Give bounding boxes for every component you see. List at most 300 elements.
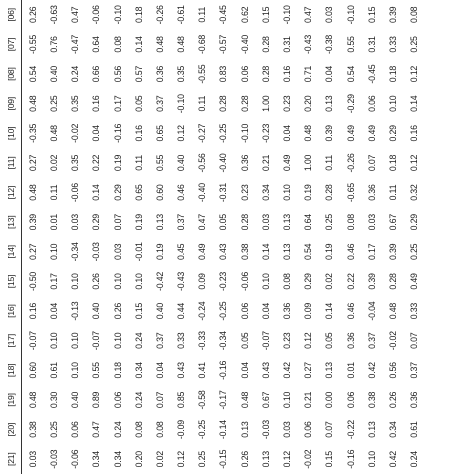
table-cell: 0.48 — [27, 184, 38, 201]
col-header: [11] — [0, 148, 22, 178]
table-cell: -0.03 — [260, 420, 271, 440]
table-cell: 0.37 — [154, 332, 165, 349]
table-cell: 0.12 — [303, 332, 314, 349]
table-cell: 0.16 — [133, 125, 144, 142]
table-cell: 0.25 — [409, 243, 420, 260]
table-cell: 0.40 — [176, 154, 187, 172]
table-cell: -0.16 — [345, 449, 356, 469]
table-cell: 0.06 — [112, 391, 123, 409]
table-cell: 0.06 — [239, 302, 250, 320]
table-row — [298, 0, 319, 474]
table-cell: 0.36 — [154, 65, 165, 83]
table-cell: 0.47 — [91, 421, 102, 438]
table-cell: 0.16 — [409, 125, 420, 142]
table-row — [234, 0, 255, 474]
table-cell: 0.00 — [324, 391, 335, 409]
table-cell: 0.39 — [27, 214, 38, 231]
table-cell: 0.06 — [345, 391, 356, 409]
table-cell: 0.62 — [239, 6, 250, 23]
table-cell: 0.37 — [154, 95, 165, 112]
table-cell: -0.55 — [27, 34, 38, 54]
table-row — [192, 0, 213, 474]
table-cell: 0.16 — [282, 65, 293, 83]
table-cell: 0.29 — [303, 273, 314, 290]
table-cell: 0.37 — [366, 332, 377, 349]
table-cell: 0.04 — [282, 125, 293, 142]
table-row — [340, 0, 361, 474]
table-cell: -0.25 — [197, 420, 208, 440]
table-cell: 0.26 — [27, 6, 38, 23]
table-cell: 0.42 — [387, 451, 398, 468]
table-cell: -0.65 — [345, 183, 356, 203]
table-cell: -0.03 — [48, 449, 59, 469]
table-cell: 0.36 — [409, 391, 420, 409]
table-cell: 0.39 — [324, 125, 335, 142]
table-cell: 0.03 — [112, 243, 123, 260]
table-cell: -0.58 — [197, 390, 208, 410]
table-cell: 0.40 — [91, 302, 102, 320]
table-cell: -0.10 — [345, 5, 356, 25]
table-cell: 0.19 — [112, 154, 123, 172]
table-cell: -0.25 — [218, 123, 229, 143]
table-cell: 0.85 — [176, 391, 187, 409]
table-cell: 0.55 — [345, 36, 356, 53]
table-cell: 0.11 — [324, 155, 335, 171]
table-cell: 0.40 — [70, 391, 81, 409]
table-cell: 0.18 — [112, 362, 123, 379]
table-row — [382, 0, 403, 474]
table-cell: 0.13 — [324, 95, 335, 112]
table-cell: 0.25 — [324, 214, 335, 231]
table-cell: 0.43 — [176, 362, 187, 379]
table-cell: 0.13 — [366, 421, 377, 438]
table-cell: -0.56 — [197, 153, 208, 173]
table-cell: 0.14 — [324, 302, 335, 320]
table-cell: -0.47 — [70, 34, 81, 54]
table-cell: 0.36 — [366, 184, 377, 201]
col-header: [07] — [0, 30, 22, 60]
table-cell: 0.39 — [387, 243, 398, 260]
table-cell: 0.54 — [303, 243, 314, 260]
table-cell: 0.28 — [260, 36, 271, 53]
table-cell: 0.05 — [239, 332, 250, 349]
table-cell: 0.35 — [176, 65, 187, 83]
table-cell: 0.42 — [282, 362, 293, 379]
table-cell: 0.13 — [154, 214, 165, 231]
table-cell: -0.02 — [303, 449, 314, 469]
table-cell: -0.26 — [345, 153, 356, 173]
table-cell: 0.20 — [303, 95, 314, 112]
table-cell: -0.16 — [218, 360, 229, 380]
col-header: [18] — [0, 356, 22, 386]
col-header: [10] — [0, 119, 22, 149]
table-cell: 0.48 — [387, 302, 398, 320]
table-cell: 0.25 — [48, 421, 59, 438]
table-cell: 0.08 — [154, 421, 165, 438]
table-cell: 0.34 — [260, 184, 271, 201]
col-header: [17] — [0, 326, 22, 356]
table-cell: 0.03 — [260, 214, 271, 231]
table-cell: 0.22 — [91, 154, 102, 172]
table-row — [128, 0, 149, 474]
col-header: [12] — [0, 178, 22, 208]
table-cell: 0.09 — [303, 302, 314, 320]
table-cell: -0.22 — [345, 420, 356, 440]
table-cell: 0.23 — [282, 332, 293, 349]
table-cell: 0.02 — [324, 273, 335, 290]
table-cell: 0.10 — [48, 243, 59, 260]
table-cell: 0.29 — [91, 214, 102, 231]
table-cell: 0.83 — [218, 65, 229, 83]
table-cell: 0.07 — [324, 421, 335, 438]
table-cell: 0.33 — [387, 36, 398, 53]
table-cell: 0.43 — [260, 362, 271, 379]
table-cell: 0.24 — [133, 332, 144, 349]
table-cell: 0.33 — [176, 332, 187, 349]
table-cell: 0.41 — [197, 362, 208, 379]
table-cell: 0.11 — [197, 6, 208, 23]
table-cell: 0.40 — [48, 65, 59, 83]
table-cell: 0.24 — [112, 421, 123, 438]
table-cell: 0.18 — [387, 154, 398, 172]
table-cell: 0.06 — [303, 421, 314, 438]
table-cell: 0.56 — [112, 65, 123, 83]
table-cell: -0.17 — [218, 390, 229, 410]
table-cell: 0.07 — [366, 154, 377, 172]
table-cell: -0.13 — [70, 301, 81, 321]
table-cell: -0.23 — [260, 123, 271, 143]
table-cell: 0.17 — [112, 95, 123, 112]
table-cell: -0.14 — [218, 420, 229, 440]
table-cell: 0.46 — [345, 243, 356, 260]
table-cell: 0.13 — [282, 214, 293, 231]
table-cell: 0.04 — [91, 125, 102, 142]
table-cell: 0.28 — [239, 95, 250, 112]
table-cell: 0.10 — [387, 95, 398, 112]
table-cell: 0.48 — [27, 391, 38, 409]
table-cell: 0.28 — [260, 65, 271, 83]
table-cell: 0.35 — [70, 154, 81, 172]
table-cell: 0.61 — [48, 362, 59, 379]
table-cell: 0.54 — [27, 65, 38, 83]
table-cell: 0.44 — [176, 302, 187, 320]
table-cell: 0.06 — [70, 421, 81, 438]
table-cell: 0.28 — [239, 214, 250, 231]
table-cell: 0.55 — [154, 154, 165, 172]
col-header: [20] — [0, 415, 22, 445]
table-cell: 0.11 — [133, 155, 144, 171]
table-cell: -0.03 — [91, 242, 102, 262]
table-cell: -0.24 — [197, 301, 208, 321]
table-cell: 0.43 — [218, 243, 229, 260]
table-cell: 0.39 — [387, 6, 398, 23]
table-cell: 0.26 — [239, 451, 250, 468]
table-cell: 0.48 — [239, 391, 250, 409]
table-cell: -0.06 — [70, 449, 81, 469]
table-cell: 0.21 — [303, 391, 314, 409]
table-cell: 0.23 — [239, 184, 250, 201]
table-cell: 0.02 — [48, 154, 59, 172]
table-cell: 0.12 — [409, 65, 420, 83]
table-cell: 0.24 — [409, 451, 420, 468]
table-cell: 0.47 — [70, 6, 81, 23]
table-cell: 0.34 — [133, 362, 144, 379]
table-cell: -0.43 — [303, 34, 314, 54]
table-cell: 0.71 — [303, 65, 314, 83]
table-cell: -0.38 — [324, 34, 335, 54]
table-cell: 0.60 — [154, 184, 165, 201]
table-cell: 0.10 — [282, 391, 293, 409]
table-cell: 0.13 — [324, 362, 335, 379]
table-cell: 0.46 — [176, 184, 187, 201]
table-cell: -0.25 — [218, 301, 229, 321]
table-cell: 0.17 — [48, 273, 59, 290]
table-cell: 0.65 — [154, 125, 165, 142]
table-cell: 0.18 — [133, 6, 144, 23]
col-header: [15] — [0, 267, 22, 297]
table-cell: -0.02 — [387, 331, 398, 351]
table-cell: 0.10 — [260, 273, 271, 290]
table-cell: 0.61 — [409, 421, 420, 438]
table-cell: -0.10 — [176, 94, 187, 114]
table-cell: 0.49 — [345, 125, 356, 142]
table-body — [22, 0, 425, 474]
table-cell: 0.18 — [387, 65, 398, 83]
table-cell: 0.02 — [154, 451, 165, 468]
table-cell: 0.05 — [324, 332, 335, 349]
table-cell: 0.28 — [324, 184, 335, 201]
col-header: [06] — [0, 0, 22, 30]
table-row — [319, 0, 340, 474]
table-cell: 0.28 — [387, 273, 398, 290]
table-cell: 0.06 — [366, 95, 377, 112]
table-cell: 0.64 — [91, 36, 102, 53]
col-header: [16] — [0, 296, 22, 326]
table-cell: 0.10 — [282, 184, 293, 201]
table-cell: 0.49 — [197, 243, 208, 260]
table-cell: 0.31 — [282, 36, 293, 53]
table-cell: -0.26 — [154, 5, 165, 25]
table-cell: -0.06 — [91, 5, 102, 25]
table-cell: 0.09 — [197, 273, 208, 290]
table-cell: 0.49 — [282, 154, 293, 172]
table-cell: 0.38 — [239, 243, 250, 260]
table-cell: 0.11 — [387, 184, 398, 201]
table-cell: 0.34 — [91, 451, 102, 468]
table-cell: 0.21 — [260, 154, 271, 172]
table-cell: 0.24 — [133, 391, 144, 409]
table-cell: 0.48 — [303, 125, 314, 142]
col-header: [08] — [0, 59, 22, 89]
table-cell: -0.07 — [91, 331, 102, 351]
table-row — [276, 0, 297, 474]
table-cell: -0.40 — [239, 34, 250, 54]
table-cell: 0.25 — [409, 36, 420, 53]
table-cell: 0.29 — [112, 184, 123, 201]
table-cell: 0.65 — [133, 184, 144, 201]
table-cell: 0.10 — [70, 362, 81, 379]
table-row — [107, 0, 128, 474]
table-cell: -0.04 — [366, 301, 377, 321]
table-cell: 0.13 — [260, 451, 271, 468]
table-row — [213, 0, 234, 474]
table-row — [171, 0, 192, 474]
table-cell: 0.10 — [48, 332, 59, 349]
table-cell: 0.38 — [27, 421, 38, 438]
table-cell: -0.45 — [218, 5, 229, 25]
table-cell: 0.14 — [133, 36, 144, 53]
table-cell: 0.03 — [27, 451, 38, 468]
table-cell: 0.89 — [91, 391, 102, 409]
table-cell: 0.08 — [409, 6, 420, 23]
table-cell: -0.16 — [112, 123, 123, 143]
table-cell: 0.25 — [197, 451, 208, 468]
table-cell: 0.42 — [366, 362, 377, 379]
table-cell: 0.47 — [197, 214, 208, 231]
table-cell: -0.61 — [176, 5, 187, 25]
table-cell: -0.50 — [27, 271, 38, 291]
table-cell: 0.04 — [239, 362, 250, 379]
table-cell: 0.48 — [176, 36, 187, 53]
table-cell: 0.15 — [324, 451, 335, 468]
table-cell: 0.16 — [27, 302, 38, 320]
table-cell: 0.25 — [48, 95, 59, 112]
table-row — [22, 0, 44, 474]
table-cell: -0.02 — [70, 123, 81, 143]
table-cell: 0.20 — [133, 451, 144, 468]
table-cell: 0.31 — [366, 36, 377, 53]
table-cell: 0.48 — [154, 36, 165, 53]
table-cell: 0.14 — [409, 95, 420, 112]
col-header: [14] — [0, 237, 22, 267]
table-cell: 0.10 — [70, 332, 81, 349]
table-cell: 0.07 — [112, 214, 123, 231]
table-cell: 0.67 — [387, 214, 398, 231]
table-cell: 0.10 — [133, 273, 144, 290]
table-cell: -0.07 — [260, 331, 271, 351]
table-cell: 0.34 — [387, 421, 398, 438]
table-cell: 0.56 — [387, 362, 398, 379]
table-cell: 0.11 — [197, 95, 208, 112]
table-cell: 0.26 — [112, 302, 123, 320]
table-cell: 0.60 — [27, 362, 38, 379]
table-cell: 0.05 — [218, 214, 229, 231]
table-cell: 1.00 — [260, 95, 271, 112]
table-cell: 0.12 — [409, 154, 420, 172]
table-cell: 0.19 — [154, 243, 165, 260]
table-cell: 0.30 — [48, 391, 59, 409]
header-row — [0, 0, 22, 474]
table-cell: 0.16 — [91, 95, 102, 112]
table-cell: 0.54 — [345, 65, 356, 83]
table-cell: 0.46 — [345, 302, 356, 320]
col-header: [09] — [0, 89, 22, 119]
table-cell: -0.09 — [176, 420, 187, 440]
table-cell: 0.15 — [133, 302, 144, 320]
table-cell: 0.67 — [260, 391, 271, 409]
table-cell: -0.01 — [133, 242, 144, 262]
table-cell: 0.14 — [260, 243, 271, 260]
table-cell: 0.11 — [48, 184, 59, 201]
table-cell: 0.34 — [112, 451, 123, 468]
table-cell: 1.00 — [303, 154, 314, 172]
table-cell: 0.55 — [91, 362, 102, 379]
table-cell: 0.14 — [91, 184, 102, 201]
table-row — [255, 0, 276, 474]
table-cell: -0.10 — [282, 5, 293, 25]
table-cell: 0.38 — [366, 391, 377, 409]
table-cell: 0.04 — [48, 302, 59, 320]
table-cell: 0.17 — [366, 243, 377, 260]
table-cell: -0.29 — [345, 94, 356, 114]
table-cell: 0.37 — [409, 362, 420, 379]
table-cell: 0.26 — [91, 273, 102, 290]
table-cell: 0.03 — [70, 214, 81, 231]
table-cell: 0.57 — [133, 65, 144, 83]
table-cell: 0.23 — [282, 95, 293, 112]
table-cell: 0.01 — [345, 362, 356, 379]
table-cell: 0.29 — [387, 125, 398, 142]
table-cell: 0.13 — [239, 421, 250, 438]
table-cell: 0.22 — [345, 273, 356, 290]
table-cell: 0.08 — [345, 214, 356, 231]
table-cell: 0.33 — [409, 302, 420, 320]
table-cell: 0.64 — [303, 214, 314, 231]
table-cell: -0.33 — [197, 331, 208, 351]
table-cell: -0.42 — [154, 271, 165, 291]
table-cell: 0.10 — [112, 273, 123, 290]
table-cell: -0.40 — [197, 183, 208, 203]
table-cell: -0.34 — [70, 242, 81, 262]
table-row — [65, 0, 86, 474]
table-cell: 0.13 — [282, 243, 293, 260]
table-row — [43, 0, 64, 474]
table-cell: 0.36 — [239, 154, 250, 172]
table-cell: 0.12 — [176, 125, 187, 142]
table-row — [361, 0, 382, 474]
table-cell: -0.45 — [366, 64, 377, 84]
table-cell: -0.06 — [70, 183, 81, 203]
table-cell: -0.34 — [218, 331, 229, 351]
table-cell: 0.07 — [409, 332, 420, 349]
table-cell: 0.19 — [324, 243, 335, 260]
table-cell: 0.36 — [282, 302, 293, 320]
table-cell: -0.35 — [27, 123, 38, 143]
table-cell: 0.08 — [133, 421, 144, 438]
table-cell: 0.04 — [260, 302, 271, 320]
table-cell: -0.15 — [218, 449, 229, 469]
table-cell: 0.47 — [303, 6, 314, 23]
table-cell: 0.15 — [366, 6, 377, 23]
table-cell: -0.57 — [218, 34, 229, 54]
table-cell: -0.43 — [176, 271, 187, 291]
table-cell: -0.68 — [197, 34, 208, 54]
table-cell: 0.08 — [112, 36, 123, 53]
table-cell: 0.01 — [48, 214, 59, 231]
col-header: [13] — [0, 207, 22, 237]
table-cell: -0.10 — [239, 123, 250, 143]
table-cell: 0.10 — [366, 451, 377, 468]
table-cell: 0.19 — [133, 214, 144, 231]
table-cell: -0.27 — [197, 123, 208, 143]
table-cell: 0.24 — [70, 65, 81, 83]
table-cell: -0.63 — [48, 5, 59, 25]
table-cell: 0.05 — [133, 95, 144, 112]
table-cell: 0.32 — [409, 184, 420, 201]
table-cell: 0.08 — [282, 273, 293, 290]
table-cell: 0.03 — [324, 6, 335, 23]
table-cell: -0.23 — [218, 271, 229, 291]
